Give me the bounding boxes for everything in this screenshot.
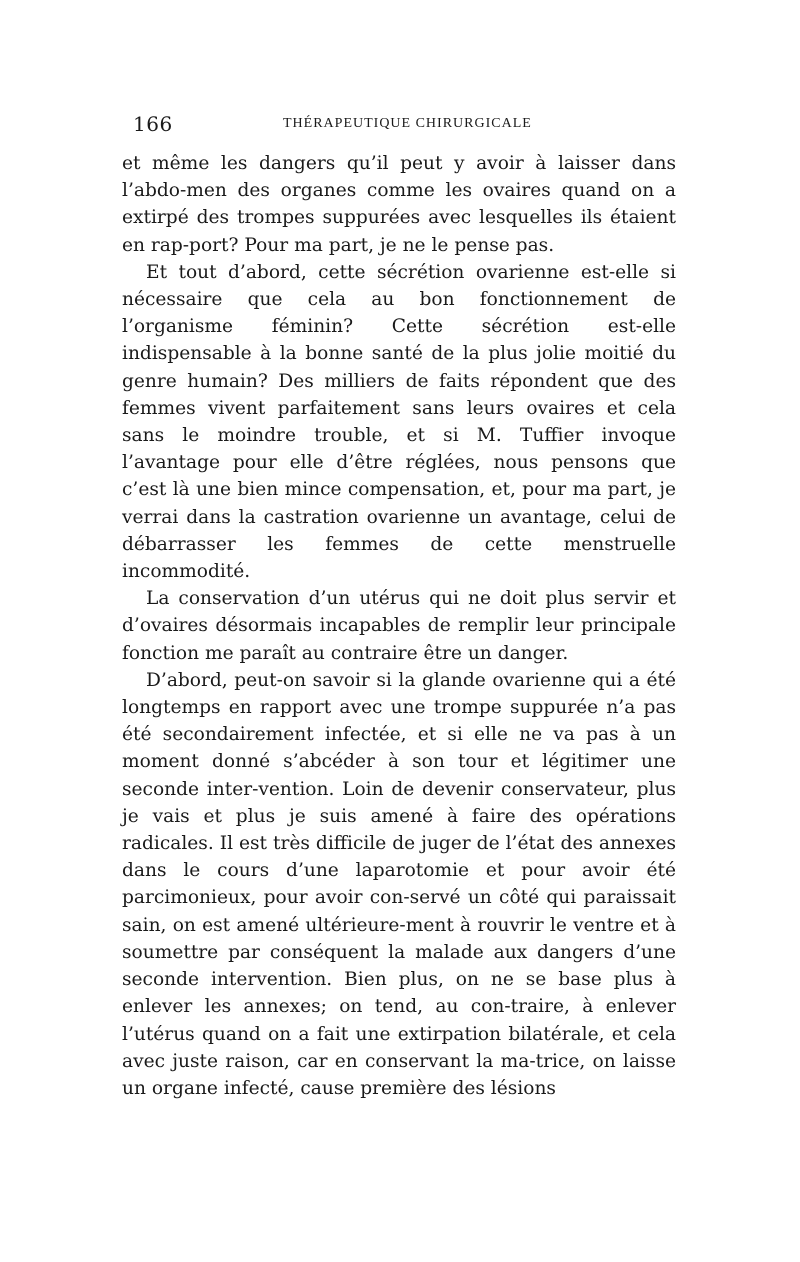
paragraph-continuation: et même les dangers qu’il peut y avoir à laisser dans l’abdo-men des organes comme les ovaires quand on a extirpé des trompes suppurées avec lesquelles ils étaient en rap-port? Pour ma part, je ne le pense pas. bbox=[122, 153, 676, 256]
paragraph-conservation: La conservation d’un utérus qui ne doit plus servir et d’ovaires désormais incapables de remplir leur principale fonction me paraît au contraire être un danger. bbox=[122, 588, 676, 664]
page-number: 166 bbox=[133, 112, 173, 136]
running-head bbox=[133, 112, 681, 142]
running-title: THÉRAPEUTIQUE CHIRURGICALE bbox=[283, 116, 532, 131]
paragraph-secretion: Et tout d’abord, cette sécrétion ovarienne est-elle si nécessaire que cela au bon fonctionnement de l’organisme féminin? Cette sécrétion est-elle indispensable à la bonne santé de la plus jolie moitié du genre humain? Des milliers de faits répondent que des femmes vivent parfaitement sans leurs ovaires et cela sans le moindre trouble, et si M. Tuffier invoque l’avantage pour elle d’être réglées, nous pensons que c’est là une bien mince compensation, et, pour ma part, je verrai dans la castration ovarienne un avantage, celui de débarrasser les femmes de cette menstruelle incommodité. bbox=[122, 261, 676, 583]
body-text bbox=[122, 150, 676, 1102]
paragraph-dabord: D’abord, peut-on savoir si la glande ovarienne qui a été longtemps en rapport avec une trompe suppurée n’a pas été secondairement infectée, et si elle ne va pas à un moment donné s’abcéder à son tour et légitimer une seconde inter-vention. Loin de devenir conservateur, plus je vais et plus je suis amené à faire des opérations radicales. Il est très difficile de juger de l’état des annexes dans le cours d’une laparotomie et pour avoir été parcimonieux, pour avoir con-servé un côté qui paraissait sain, on est amené ultérieure-ment à rouvrir le ventre et à soumettre par conséquent la malade aux dangers d’une seconde intervention. Bien plus, on ne se base plus à enlever les annexes; on tend, au con-traire, à enlever l’utérus quand on a fait une extirpation bilatérale, et cela avec juste raison, car en conservant la ma-trice, on laisse un organe infecté, cause première des lésions bbox=[122, 669, 676, 1099]
